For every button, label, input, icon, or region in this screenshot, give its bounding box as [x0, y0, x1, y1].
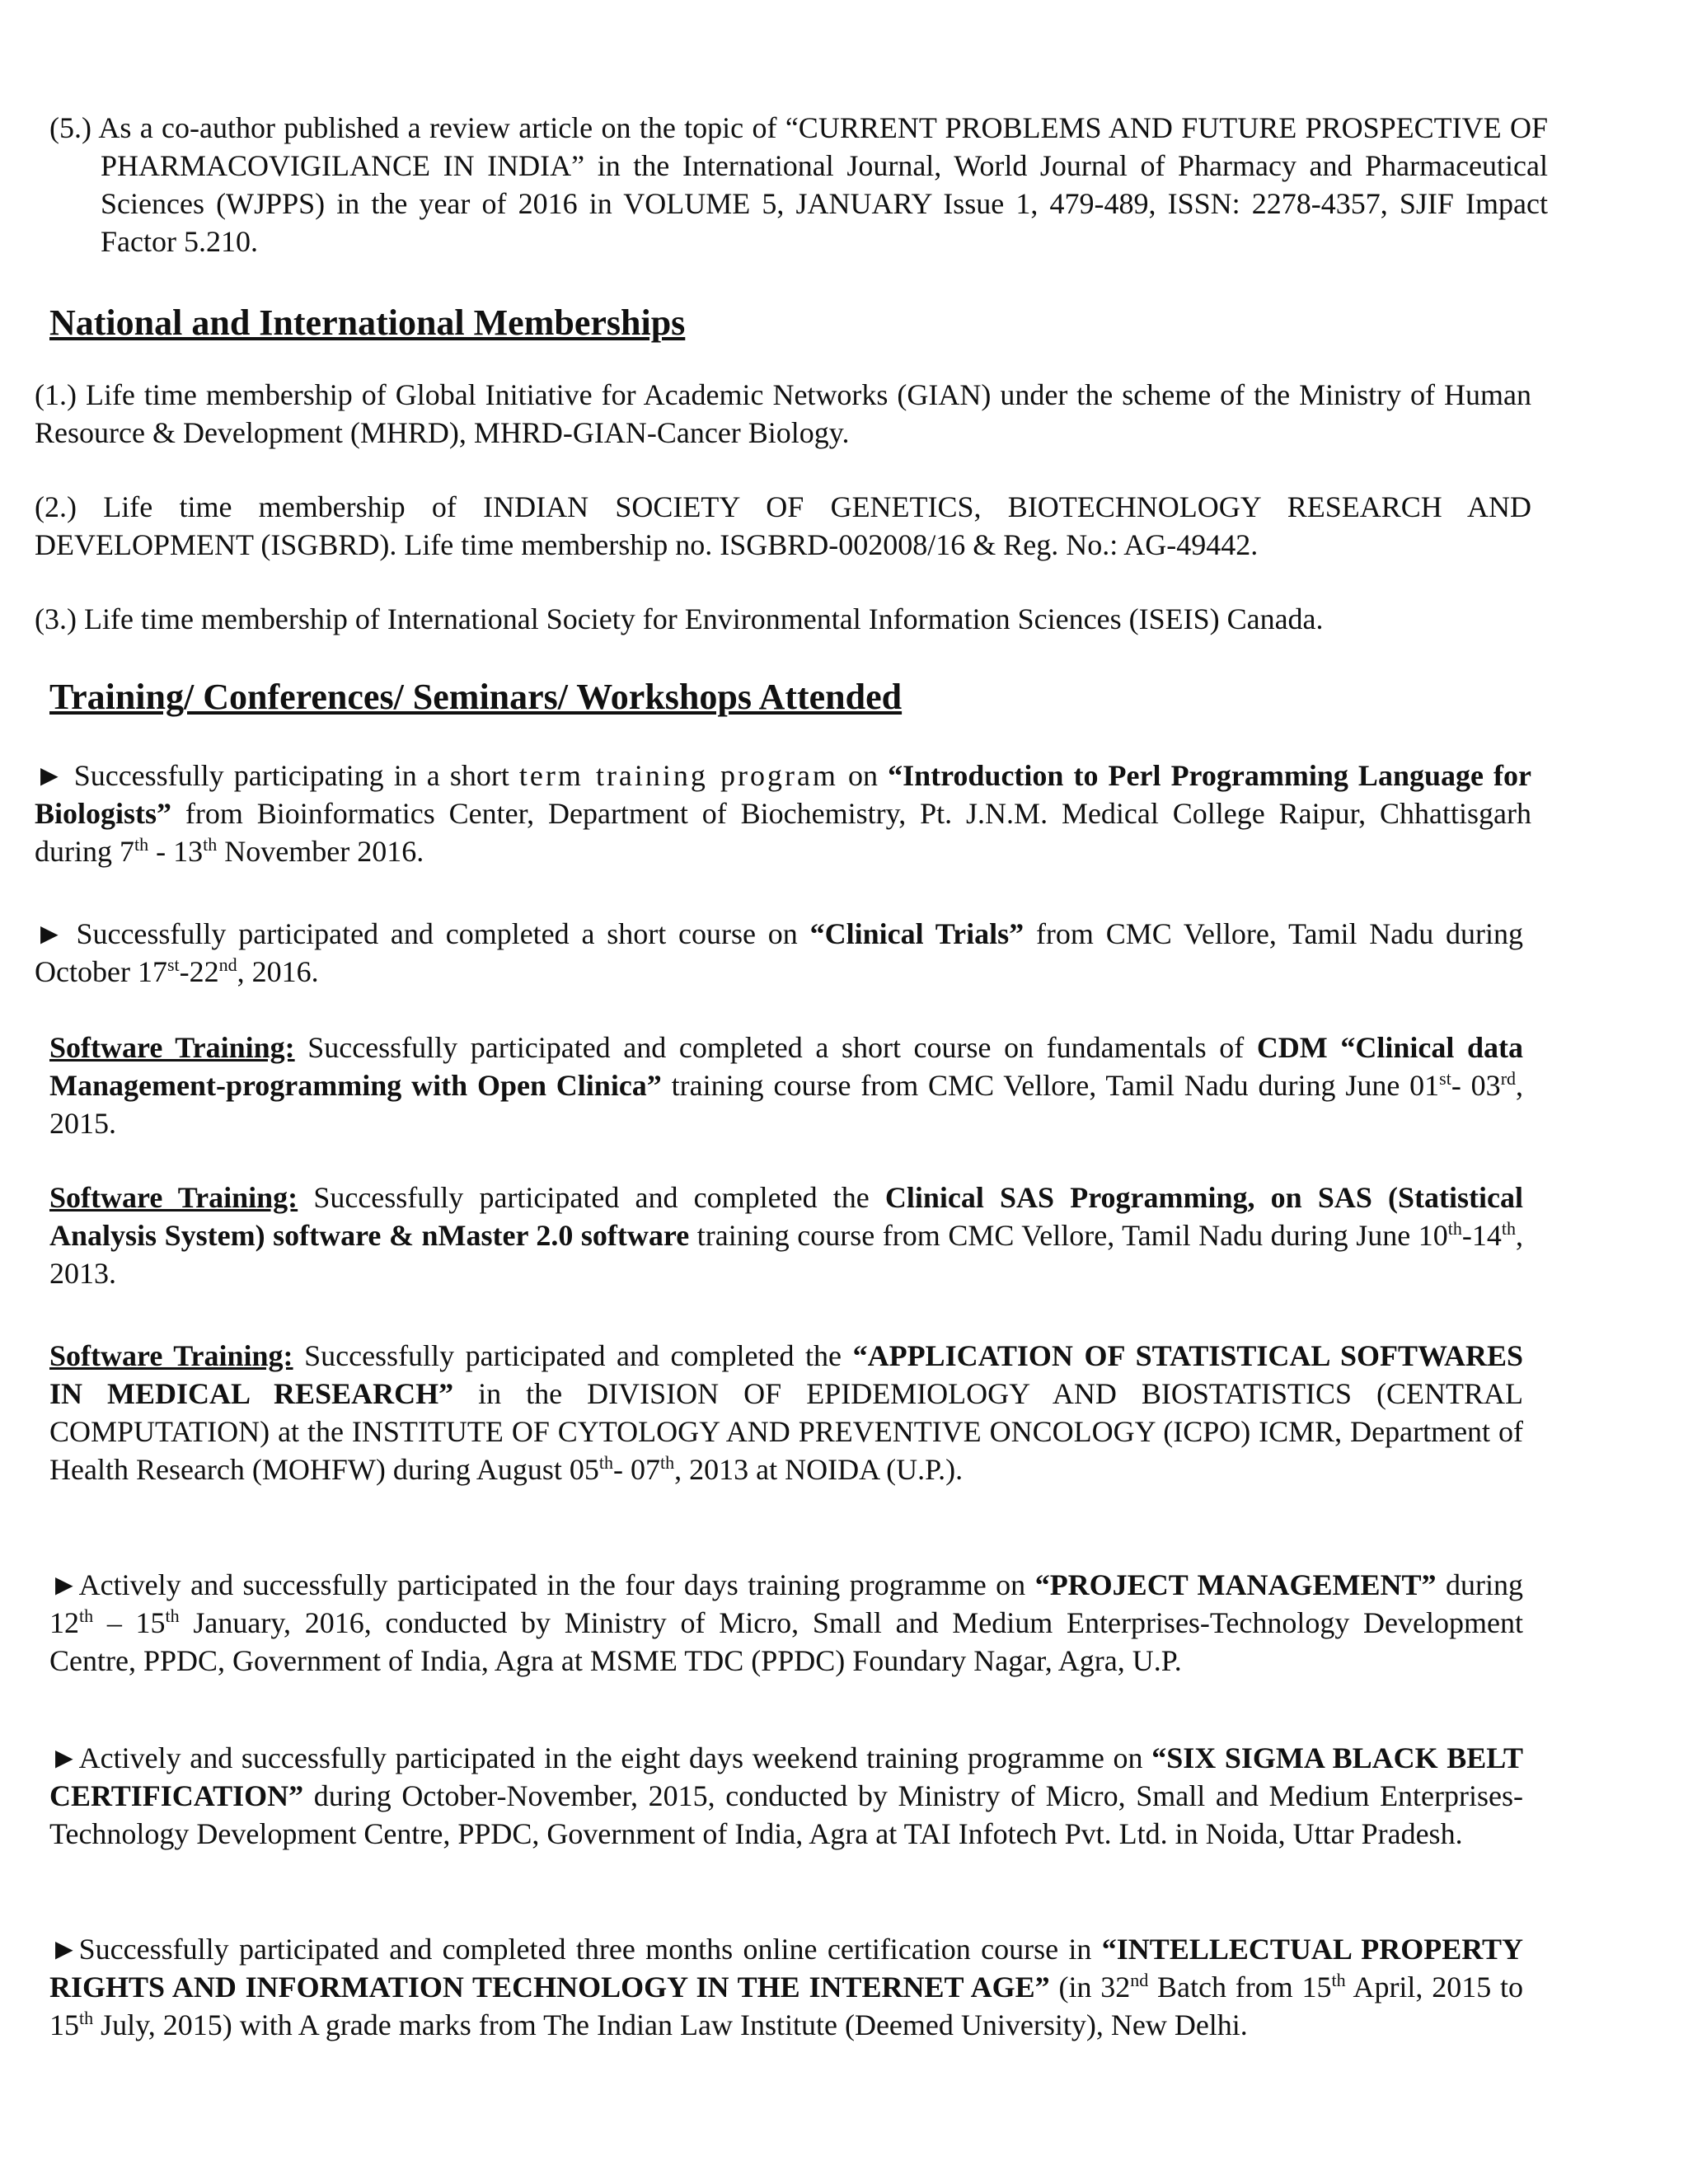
- ordinal-suffix: th: [1501, 1218, 1516, 1239]
- entry-text: - 07: [613, 1453, 661, 1486]
- entry-text: Successfully participating in a short: [73, 759, 509, 792]
- entry-text: term training program: [518, 759, 838, 792]
- entry-text: - 03: [1451, 1069, 1501, 1102]
- publication-5-number: (5.): [49, 111, 91, 144]
- entry-course-title: “PROJECT MANAGEMENT”: [1034, 1568, 1437, 1601]
- entry-text: , 2016.: [237, 955, 319, 988]
- entry-text: from Bioinformatics Center, Department of Biochemistry, Pt. J.N.M. Medical College Raipur, Chhattisgarh during 7: [35, 797, 1531, 868]
- ordinal-suffix: th: [134, 834, 149, 855]
- entry-text: – 15: [93, 1606, 166, 1639]
- membership-2: (2.) Life time membership of INDIAN SOCIETY OF GENETICS, BIOTECHNOLOGY RESEARCH AND DEVELOPMENT (ISGBRD). Life time membership no. ISGBRD-002008/16 & Reg. No.: AG-49442.: [35, 490, 1531, 561]
- entry-text: -14: [1461, 1219, 1502, 1252]
- ordinal-suffix: th: [1331, 1970, 1346, 1990]
- ordinal-suffix: th: [1447, 1218, 1462, 1239]
- publication-5: [49, 109, 1548, 260]
- ordinal-suffix: th: [203, 834, 218, 855]
- entry-text: Successfully participated and completed the: [313, 1181, 870, 1214]
- bullet-icon: ►: [49, 1741, 79, 1774]
- entry-text: , 2013 at NOIDA (U.P.).: [674, 1453, 964, 1486]
- entry-course-title: “Clinical Trials”: [809, 917, 1025, 950]
- entry-text: training course from CMC Vellore, Tamil Nadu during June 01: [671, 1069, 1440, 1102]
- publication-5-text-a: As a co-author published a review article on the topic of: [98, 111, 777, 144]
- bullet-icon: ►: [35, 759, 64, 792]
- entry-text: Successfully participated and completed the: [304, 1339, 842, 1372]
- entry-text: Successfully participated and completed a short course on fundamentals of: [307, 1031, 1245, 1064]
- entry-text: during 12: [49, 1568, 1524, 1639]
- software-training-label: Software Training:: [49, 1031, 295, 1064]
- ordinal-suffix: th: [598, 1452, 614, 1473]
- entry-text: Actively and successfully participated in the eight days weekend training programme on: [78, 1741, 1143, 1774]
- ordinal-suffix: st: [1439, 1068, 1451, 1089]
- entry-text: on: [848, 759, 878, 792]
- entry-text: in the DIVISION OF EPIDEMIOLOGY AND BIOSTATISTICS (CENTRAL COMPUTATION) at the INSTITUTE OF CYTOLOGY AND PREVENTIVE ONCOLOGY (ICPO) ICMR, Department of Health Research (MOHFW) during August 05: [49, 1377, 1524, 1486]
- entry-text: -22: [179, 955, 219, 988]
- entry-text: from CMC Vellore, Tamil Nadu during October 17: [35, 917, 1524, 988]
- software-training-label: Software Training:: [49, 1339, 293, 1372]
- entry-text: Actively and successfully participated in the four days training programme on: [78, 1568, 1026, 1601]
- publication-5-text-b: in the International Journal, World Journal of Pharmacy and Pharmaceutical Sciences (WJPPS) in the year of 2016 in VOLUME 5, JANUARY Issue 1, 479-489, ISSN: 2278-4357, SJIF Impact Factor 5.210.: [101, 149, 1548, 258]
- ordinal-suffix: th: [165, 1605, 180, 1626]
- membership-3: (3.) Life time membership of International Society for Environmental Information Sciences (ISEIS) Canada.: [35, 602, 1324, 635]
- entry-course-title: “Introduction to Perl Programming Language for Biologists”: [35, 759, 1531, 830]
- memberships-heading: National and International Memberships: [49, 302, 686, 343]
- training-entry-project-management: [49, 1566, 1523, 1680]
- ordinal-suffix: nd: [218, 954, 237, 975]
- training-entry-cdm: [49, 1029, 1523, 1142]
- ordinal-suffix: th: [660, 1452, 675, 1473]
- entry-text: April, 2015 to 15: [49, 1971, 1523, 2041]
- entry-text: November 2016.: [217, 835, 424, 868]
- entry-course-title: CDM “Clinical data Management-programming with Open Clinica”: [49, 1031, 1523, 1102]
- bullet-icon: ►: [49, 1568, 79, 1601]
- entry-course-title: “INTELLECTUAL PROPERTY RIGHTS AND INFORMATION TECHNOLOGY IN THE INTERNET AGE”: [49, 1933, 1523, 2004]
- training-entry-clinical-trials: [35, 915, 1523, 991]
- entry-text: January, 2016, conducted by Ministry of Micro, Small and Medium Enterprises-Technology Development Centre, PPDC, Government of India, Agra at MSME TDC (PPDC) Foundary Nagar, Agra, U.P.: [49, 1606, 1523, 1677]
- entry-course-title: “SIX SIGMA BLACK BELT CERTIFICATION”: [49, 1741, 1524, 1812]
- entry-text: training course from CMC Vellore, Tamil Nadu during June 10: [696, 1219, 1448, 1252]
- software-training-label: Software Training:: [49, 1181, 298, 1214]
- training-entry-six-sigma: [49, 1739, 1523, 1853]
- entry-text: Successfully participated and completed three months online certification course in: [78, 1933, 1092, 1966]
- publication-5-title: “CURRENT PROBLEMS AND FUTURE PROSPECTIVE OF PHARMACOVIGILANCE IN INDIA”: [101, 111, 1549, 182]
- ordinal-suffix: nd: [1130, 1970, 1149, 1990]
- entry-text: July, 2015) with A grade marks from The Indian Law Institute (Deemed University), New Delhi.: [93, 2008, 1248, 2041]
- training-heading: Training/ Conferences/ Seminars/ Workshops Attended: [49, 677, 903, 717]
- training-entry-statistical-softwares: [49, 1337, 1523, 1488]
- entry-text: during October-November, 2015, conducted by Ministry of Micro, Small and Medium Enterprises-Technology Development Centre, PPDC, Government of India, Agra at TAI Infotech Pvt. Ltd. in Noida, Uttar Pradesh.: [49, 1779, 1524, 1850]
- training-entry-sas: [49, 1179, 1523, 1292]
- bullet-icon: ►: [35, 917, 64, 950]
- ordinal-suffix: th: [79, 1605, 94, 1626]
- training-entry-perl: [35, 757, 1531, 870]
- ordinal-suffix: st: [166, 954, 180, 975]
- entry-text: (in 32: [1058, 1971, 1131, 2004]
- entry-course-title: Clinical SAS Programming, on SAS (Statistical Analysis System) software & nMaster 2.0 software: [49, 1181, 1524, 1252]
- entry-text: Batch from 15: [1148, 1971, 1332, 2004]
- training-entry-ipr: [49, 1930, 1523, 2044]
- entry-course-title: “APPLICATION OF STATISTICAL SOFTWARES IN MEDICAL RESEARCH”: [49, 1339, 1524, 1410]
- bullet-icon: ►: [49, 1933, 79, 1966]
- membership-1: (1.) Life time membership of Global Initiative for Academic Networks (GIAN) under the scheme of the Ministry of Human Resource & Development (MHRD), MHRD-GIAN-Cancer Biology.: [35, 378, 1531, 449]
- entry-text: , 2015.: [49, 1069, 1524, 1140]
- entry-text: - 13: [148, 835, 204, 868]
- entry-text: , 2013.: [49, 1219, 1523, 1290]
- ordinal-suffix: rd: [1500, 1068, 1517, 1089]
- ordinal-suffix: th: [79, 2008, 94, 2028]
- entry-text: Successfully participated and completed a short course on: [76, 917, 798, 950]
